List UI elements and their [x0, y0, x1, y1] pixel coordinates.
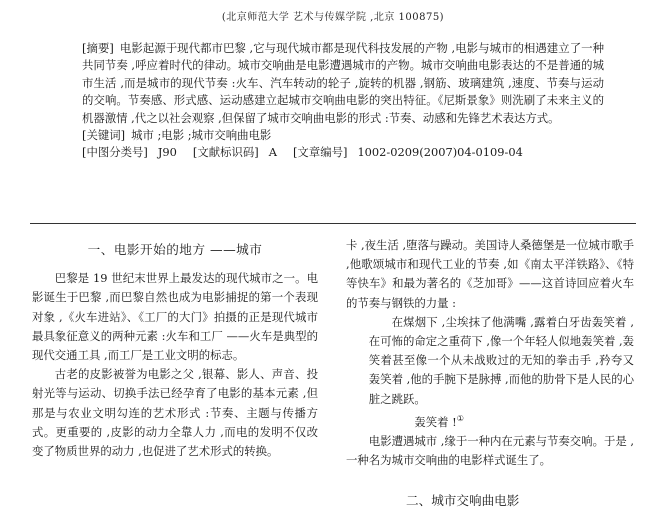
left-paragraph-2: 古老的皮影被誉为电影之父 ,银幕、影人、声音、投射光等与运动、切换手法已经孕育了电影的基本元素 ,但那是与农业文明勾连的艺术形式 :节奏、主题与传播方式。更重要的 ,皮影的动力全靠人力 ,而电的发明不仅改变了物质世界的动力 ,也促进了艺术形式的转换。 [32, 367, 318, 459]
poem-quote-tail [369, 409, 634, 432]
poem-quote-text: 在煤烟下 ,尘埃抹了他满嘴 ,露着白牙齿轰笑着 ,在可怖的命定之重荷下 ,像一个年轻人似地轰笑着 ,轰笑着甚至像一个从未战败过的无知的拳击手 ,矜夸又轰笑着 ,他的手腕下是脉搏 ,而他的肋骨下是人民的心脏之跳跃。 [368, 314, 634, 406]
left-column [32, 236, 318, 461]
abstract-text: 电影起源于现代都市巴黎 ,它与现代城市都是现代科技发展的产物 ,电影与城市的相遇建立了一种共同节奏 ,呼应着时代的律动。城市交响曲是电影遭遇城市的产物。城市交响曲电影表达的不是普通的城市生活 ,而是城市的现代节奏 :火车、汽车转动的轮子 ,旋转的机器 ,钢筋、玻璃建筑 ,速度、节奏与运动的交响。节奏感、形式感、运动感建立起城市交响曲电影的突出特征。《尼斯景象》则洗刷了未来主义的机器激情 ,代之以社会观察 ,但保留了城市交响曲电影的形式 :节奏、动感和先锋艺术表达方式。 [82, 41, 604, 125]
abstract-tag: [摘要] [82, 41, 114, 55]
right-paragraph-2: 电影遭遇城市 ,缘于一种内在元素与节奏交响。于是 ,一种名为城市交响曲的电影样式诞生了。 [346, 433, 634, 468]
article-number-value: 1002-0209(2007)04-0109-04 [357, 145, 523, 160]
article-number-label: [文章编号] [292, 145, 348, 160]
clc-value: J90 [157, 145, 177, 160]
poem-tail-text: 轰笑着 ! [414, 414, 457, 429]
affiliation: (北京师范大学 艺术与传媒学院 ,北京 100875) [221, 12, 445, 23]
keywords-text: 城市 ;电影 ;城市交响曲电影 [131, 128, 272, 143]
right-paragraph-1: 卡 ,夜生活 ,堕落与躁动。美国诗人桑德堡是一位城市歌手 ,他歌颂城市和现代工业的节奏 ,如《南太平洋铁路》、《特等快车》和最为著名的《芝加哥》——这首诗回应着火车的节奏与钢铁的力量 : [346, 238, 634, 310]
clc-label: [中图分类号] [82, 145, 148, 160]
doc-code-label: [文献标识码] [192, 145, 259, 160]
doc-code-value: A [268, 145, 277, 160]
footnote-marker: ① [456, 413, 464, 423]
right-column [346, 236, 634, 470]
abstract-paragraph [82, 40, 604, 127]
section-title-1: 一、电影开始的地方 ——城市 [87, 242, 263, 257]
keywords-line [82, 127, 604, 144]
abstract-block [82, 40, 604, 162]
classification-line [82, 144, 604, 161]
keywords-tag: [关键词] [82, 128, 126, 143]
section-title-2: 二、城市交响曲电影 [406, 493, 520, 508]
left-paragraph-1: 巴黎是 19 世纪末世界上最发达的现代城市之一。电影诞生于巴黎 ,而巴黎自然也成为电影捕捉的第一个表现对象 ,《火车进站》、《工厂的大门》拍摄的正是现代城市最具象征意义的两种元素 :火车和工厂 ——火车是典型的现代交通工具 ,而工厂是工业文明的标志。 [32, 271, 318, 363]
poem-quote [346, 313, 634, 432]
header-divider [30, 223, 636, 224]
